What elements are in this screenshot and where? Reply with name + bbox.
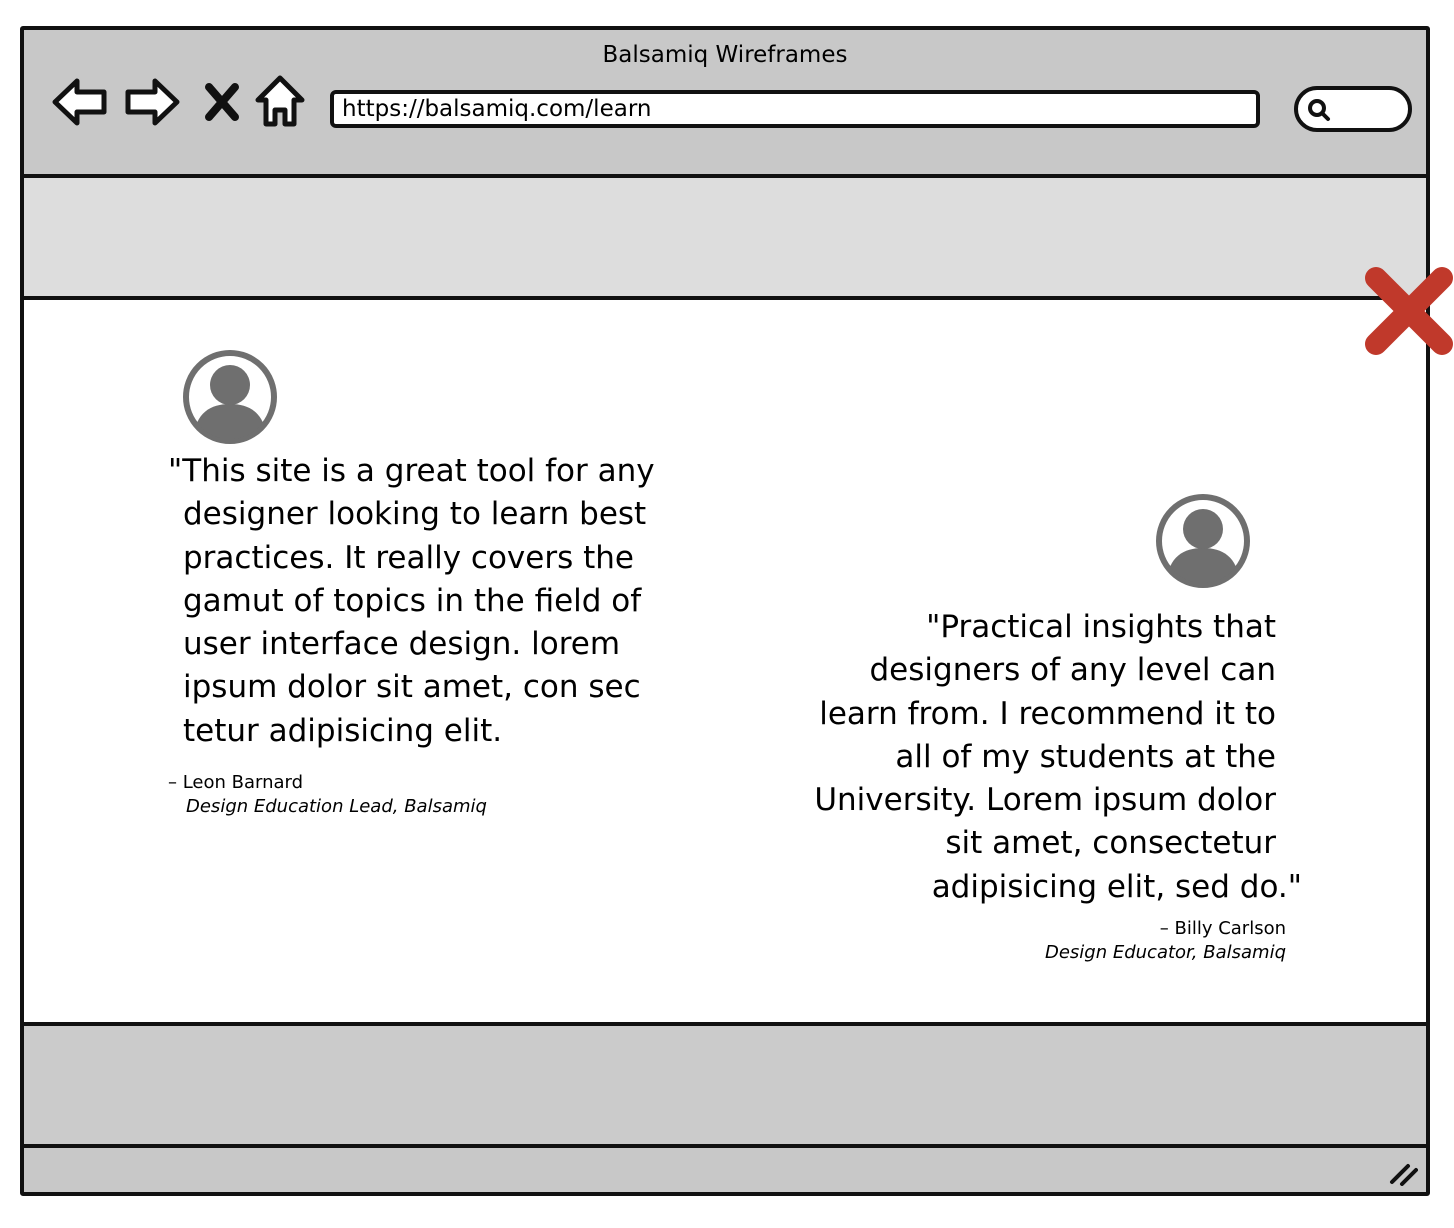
back-arrow-icon xyxy=(51,76,109,128)
window-title: Balsamiq Wireframes xyxy=(602,42,848,68)
home-button[interactable] xyxy=(250,72,310,132)
header-area xyxy=(24,174,1426,300)
close-icon[interactable] xyxy=(1364,266,1454,356)
testimonial-role: Design Education Lead, Balsamiq xyxy=(186,796,487,817)
avatar-icon xyxy=(1154,492,1252,590)
avatar-icon xyxy=(181,348,279,446)
forward-arrow-icon xyxy=(123,76,181,128)
status-bar xyxy=(24,1148,1426,1192)
forward-button[interactable] xyxy=(122,72,182,132)
testimonial-role: Design Educator, Balsamiq xyxy=(1044,942,1286,963)
search-icon xyxy=(1306,97,1332,123)
stop-x-icon xyxy=(202,82,242,122)
testimonial-quote: "Practical insights that designers of any level can learn from. I recommend it to all of my students at the University. Lorem ipsum dolor sit amet, consectetur adipisicing elit, sed do." xyxy=(814,609,1302,905)
search-input[interactable] xyxy=(1294,86,1412,132)
back-button[interactable] xyxy=(50,72,110,132)
testimonial-author: – Leon Barnard xyxy=(168,772,304,793)
home-icon xyxy=(254,74,306,130)
resize-grip-icon[interactable] xyxy=(1388,1160,1418,1186)
browser-window xyxy=(20,26,1430,1196)
stop-button[interactable] xyxy=(192,72,252,132)
testimonials-section xyxy=(24,300,1426,1022)
footer-area xyxy=(24,1022,1426,1148)
testimonial-author: – Billy Carlson xyxy=(1159,918,1286,939)
testimonial-quote: "This site is a great tool for any designer looking to learn best practices. It really covers the gamut of topics in the field of user interface design. lorem ipsum dolor sit amet, con sec tetur adipisicing elit. xyxy=(168,453,655,749)
url-input[interactable]: https://balsamiq.com/learn xyxy=(330,90,1260,128)
